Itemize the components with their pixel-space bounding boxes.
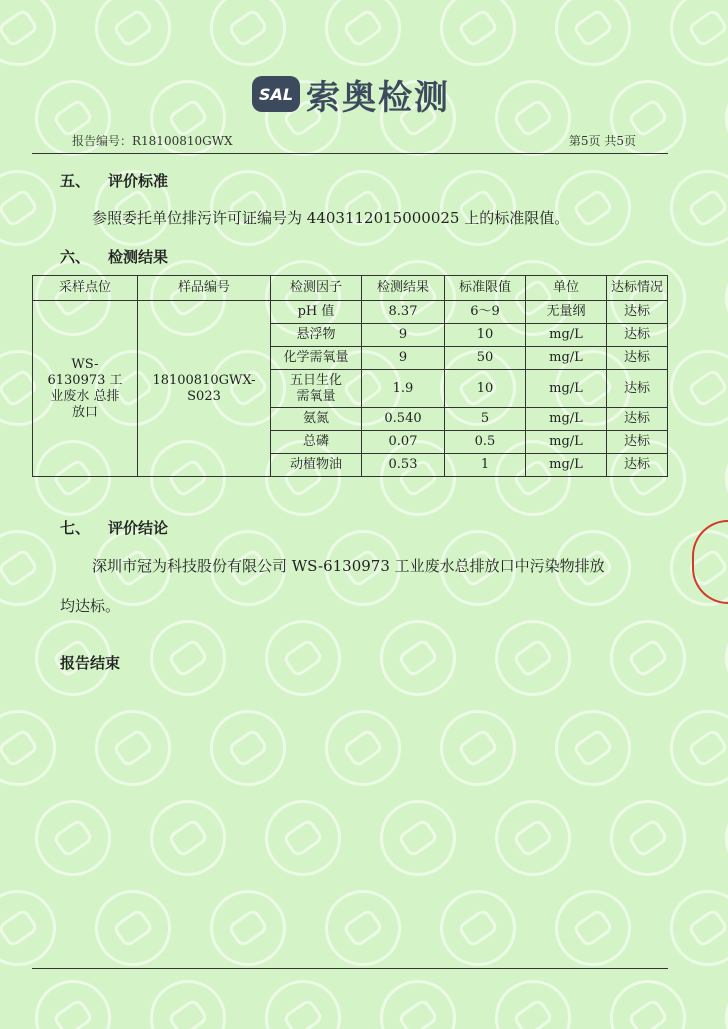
cell: 1.9 [362, 370, 445, 408]
cell: 6～9 [445, 301, 526, 324]
footer-rule [32, 968, 668, 969]
col-header: 标准限值 [445, 276, 526, 301]
cell: 达标 [607, 408, 668, 431]
company-logo [252, 72, 450, 116]
watermark-emblem [20, 785, 126, 891]
cell: 化学需氧量 [271, 347, 362, 370]
watermark-emblem [20, 65, 126, 171]
cell: 悬浮物 [271, 324, 362, 347]
section-7-text-line1: 深圳市冠为科技股份有限公司 WS-6130973 工业废水总排放口中污染物排放 [92, 557, 605, 575]
watermark-emblem [310, 875, 416, 981]
cell: mg/L [526, 408, 607, 431]
cell: 达标 [607, 370, 668, 408]
watermark-emblem [710, 965, 728, 1029]
cell: 达标 [607, 347, 668, 370]
watermark-emblem [480, 965, 586, 1029]
seal-stamp [692, 520, 728, 604]
col-header: 检测因子 [271, 276, 362, 301]
cell: mg/L [526, 324, 607, 347]
watermark-emblem [540, 695, 646, 801]
watermark-emblem [20, 965, 126, 1029]
section-7-text-line2: 均达标。 [60, 597, 121, 615]
header-rule [32, 153, 668, 154]
watermark-emblem [80, 695, 186, 801]
cell: 10 [445, 370, 526, 408]
watermark-emblem [0, 695, 71, 801]
cell: mg/L [526, 454, 607, 477]
cell: 达标 [607, 431, 668, 454]
cell: pH 值 [271, 301, 362, 324]
watermark-emblem [135, 965, 241, 1029]
watermark-emblem [365, 965, 471, 1029]
logo-badge: SAL [252, 76, 300, 112]
col-header: 采样点位 [33, 276, 138, 301]
cell: 9 [362, 324, 445, 347]
watermark-emblem [195, 0, 301, 81]
results-table [32, 275, 668, 477]
cell: 无量纲 [526, 301, 607, 324]
watermark-emblem [595, 65, 701, 171]
col-header: 达标情况 [607, 276, 668, 301]
watermark-emblem [595, 605, 701, 711]
cell: 氨氮 [271, 408, 362, 431]
watermark-emblem [195, 695, 301, 801]
watermark-emblem [480, 605, 586, 711]
cell: 1 [445, 454, 526, 477]
cell: mg/L [526, 347, 607, 370]
watermark-emblem [250, 965, 356, 1029]
cell: mg/L [526, 431, 607, 454]
watermark-emblem [80, 875, 186, 981]
cell: 总磷 [271, 431, 362, 454]
watermark-emblem [480, 785, 586, 891]
table-row [33, 301, 668, 324]
watermark-emblem [595, 965, 701, 1029]
watermark-emblem [80, 0, 186, 81]
watermark-emblem [0, 0, 71, 81]
watermark-emblem [310, 695, 416, 801]
cell: 5 [445, 408, 526, 431]
watermark-emblem [425, 875, 531, 981]
watermark-emblem [135, 605, 241, 711]
watermark-emblem [540, 875, 646, 981]
cell: 8.37 [362, 301, 445, 324]
table-header-row [33, 276, 668, 301]
cell: mg/L [526, 370, 607, 408]
report-number: 报告编号：R18100810GWX [72, 134, 233, 148]
cell: 达标 [607, 301, 668, 324]
watermark-emblem [655, 155, 728, 261]
watermark-emblem [0, 875, 71, 981]
watermark-emblem [365, 785, 471, 891]
cell: 0.540 [362, 408, 445, 431]
watermark-emblem [540, 0, 646, 81]
watermark-emblem [365, 605, 471, 711]
cell: 10 [445, 324, 526, 347]
cell: 动植物油 [271, 454, 362, 477]
watermark-emblem [655, 695, 728, 801]
section-5-text: 参照委托单位排污许可证编号为 4403112015000025 上的标准限值。 [92, 209, 570, 227]
watermark-emblem [250, 785, 356, 891]
logo-text: 索奥检测 [306, 77, 450, 118]
watermark-emblem [480, 65, 586, 171]
watermark-emblem [655, 875, 728, 981]
watermark-emblem [425, 695, 531, 801]
sampling-site: WS-6130973 工业废水 总排放口 [33, 301, 138, 477]
cell: 0.5 [445, 431, 526, 454]
sample-id: 18100810GWX-S023 [138, 301, 271, 477]
col-header: 单位 [526, 276, 607, 301]
col-header: 检测结果 [362, 276, 445, 301]
watermark-emblem [710, 785, 728, 891]
watermark-emblem [135, 65, 241, 171]
section-5-heading: 五、 评价标准 [60, 172, 169, 190]
cell: 达标 [607, 454, 668, 477]
cell: 五日生化需氧量 [271, 370, 362, 408]
page-number: 第5页 共5页 [568, 134, 636, 148]
report-end: 报告结束 [60, 654, 121, 672]
section-7-heading: 七、 评价结论 [60, 519, 169, 537]
watermark-emblem [250, 605, 356, 711]
watermark-emblem [595, 785, 701, 891]
watermark-emblem [655, 0, 728, 81]
watermark-emblem [135, 785, 241, 891]
cell: 9 [362, 347, 445, 370]
watermark-emblem [710, 245, 728, 351]
watermark-emblem [710, 605, 728, 711]
watermark-emblem [195, 875, 301, 981]
cell: 0.53 [362, 454, 445, 477]
watermark-emblem [710, 425, 728, 531]
section-6-heading: 六、 检测结果 [60, 248, 169, 266]
col-header: 样品编号 [138, 276, 271, 301]
cell: 50 [445, 347, 526, 370]
cell: 达标 [607, 324, 668, 347]
cell: 0.07 [362, 431, 445, 454]
watermark-emblem [710, 65, 728, 171]
